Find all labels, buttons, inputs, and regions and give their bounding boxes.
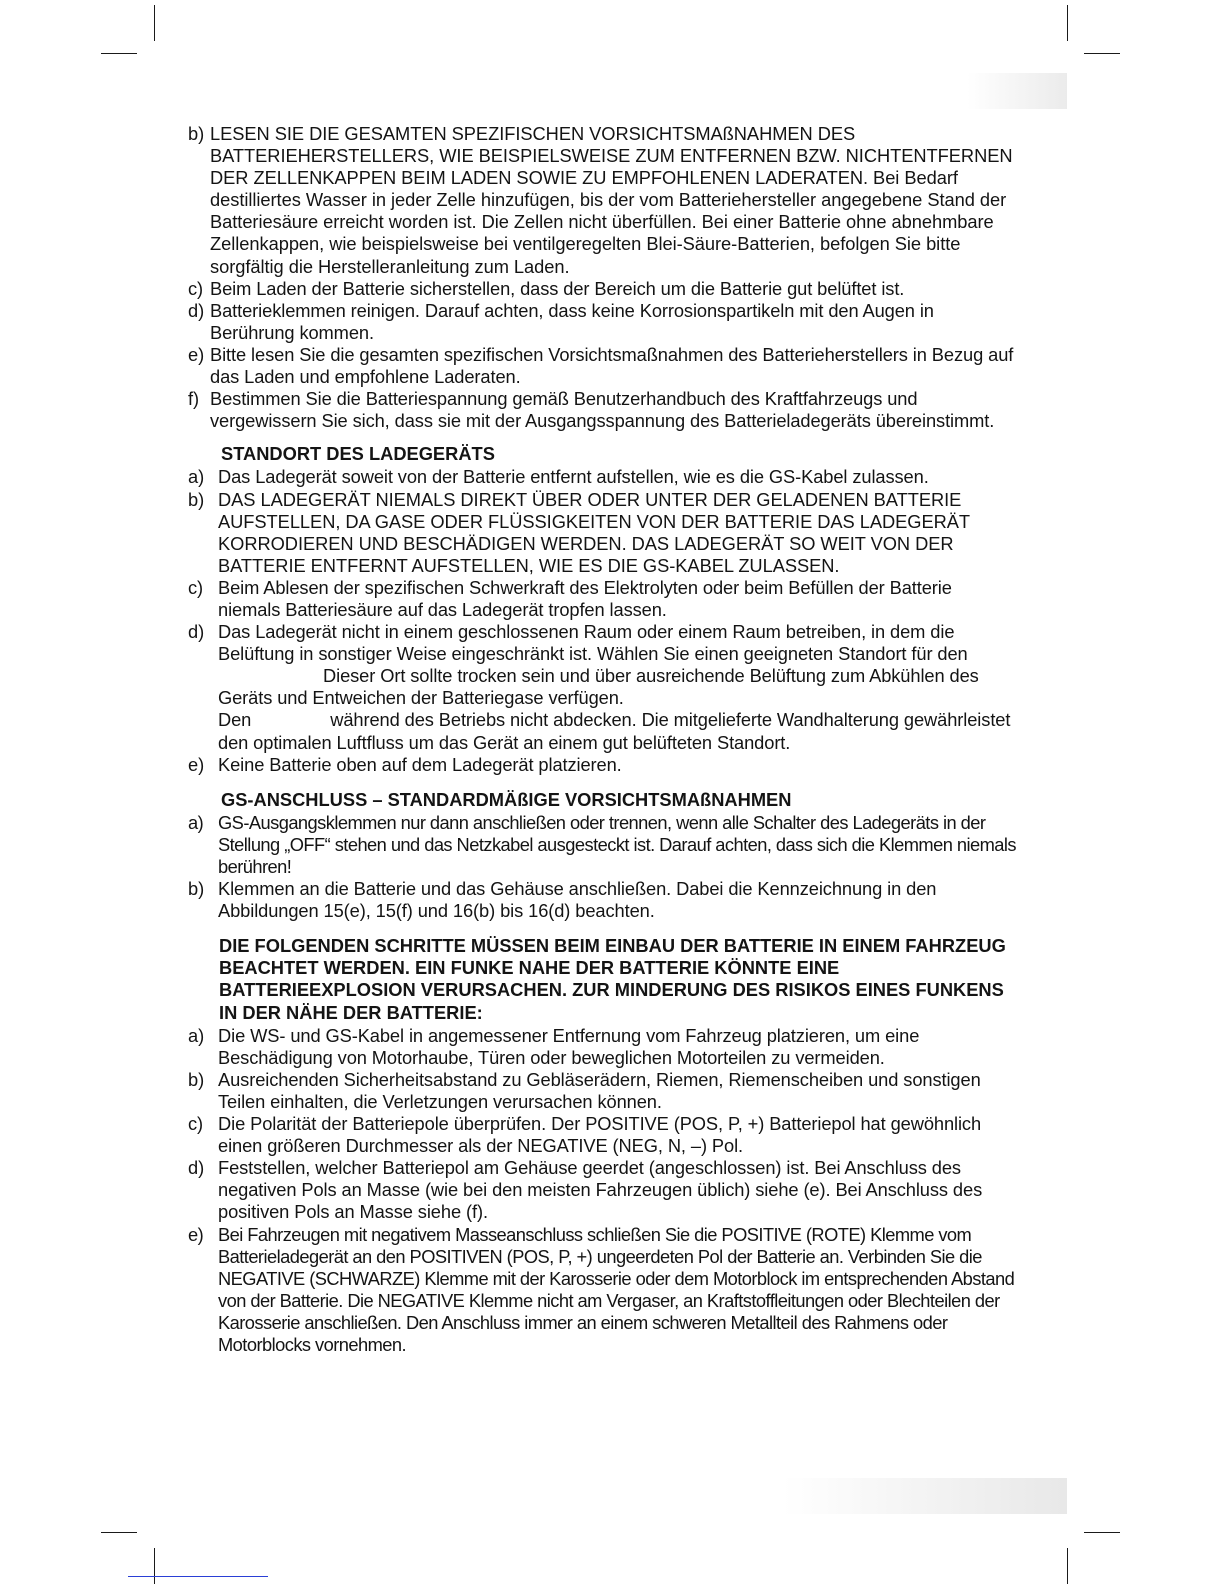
list-item [188,466,1018,488]
item-marker: f) [188,388,199,410]
item-marker: b) [188,878,205,900]
section-heading-standort: STANDORT DES LADEGERÄTS [221,443,495,465]
item-marker: b) [188,1068,205,1090]
section-heading-gs-anschluss: GS-ANSCHLUSS – STANDARDMÄßIGE VORSICHTSMAßNAHMEN [221,788,792,810]
item-marker: c) [188,576,204,598]
list-item [188,621,1018,754]
list-item [188,577,1018,621]
item-marker: e) [188,343,205,365]
item-text-part: Den [218,709,252,731]
item-text: Bitte lesen Sie die gesamten spezifischen Vorsichtsmaßnahmen des Batterieherstellers in Bezug auf das Laden und empfohlene Laderaten. [210,343,1014,388]
item-marker: d) [188,299,205,321]
item-marker: a) [188,466,205,488]
item-marker: a) [188,1024,205,1046]
list-item [188,1025,1018,1069]
item-text: DAS LADEGERÄT NIEMALS DIREKT ÜBER ODER UNTER DER GELADENEN BATTERIE AUFSTELLEN, DA GASE ODER FLÜSSIGKEITEN VON DER BATTERIE DAS LADEGERÄT KORRODIEREN UND BESCHÄDIGEN WERDEN. DAS LADEGERÄT SO WEIT VON DER BATTERIE ENTFERNT AUFSTELLEN, WIE ES DIE GS-KABEL ZULASSEN. [218,488,970,576]
list-item [188,1113,1018,1157]
item-text-part: Das Ladegerät nicht in einem geschlossenen Raum oder einem Raum betreiben, in dem die Belüftung in sonstiger Weise eingeschränkt ist. Wählen Sie einen geeigneten Standort für den [218,621,968,665]
section-heading-einbau: DIE FOLGENDEN SCHRITTE MÜSSEN BEIM EINBAU DER BATTERIE IN EINEM FAHRZEUG BEACHTET WERDEN. EIN FUNKE NAHE DER BATTERIE KÖNNTE EINE BATTERIEEXPLOSION VERURSACHEN. ZUR MINDERUNG DES RISIKOS EINES FUNKENS IN DER NÄHE DER BATTERIE: [219,935,1006,1023]
item-text: Die WS- und GS-Kabel in angemessener Entfernung vom Fahrzeug platzieren, um eine Beschädigung von Motorhaube, Türen oder beweglichen Motorteilen zu vermeiden. [218,1024,920,1068]
link-underline [128,1576,268,1577]
crop-mark [101,53,137,54]
list-item [188,278,1018,300]
crop-mark [101,1532,137,1533]
crop-mark [154,5,155,41]
item-text: Beim Ablesen der spezifischen Schwerkraft des Elektrolyten oder beim Befüllen der Batterie niemals Batteriesäure auf das Ladegerät tropfen lassen. [218,576,952,620]
list-item [188,1224,1018,1357]
crop-mark [154,1548,155,1584]
item-text: Feststellen, welcher Batteriepol am Gehäuse geerdet (angeschlossen) ist. Bei Anschluss des negativen Pols an Masse (wie bei den meisten Fahrzeugen üblich) siehe (e). Bei Anschluss des positiven Pols an Masse siehe (f). [218,1157,983,1223]
page-tab-shade [967,73,1067,109]
item-marker: e) [188,1223,204,1245]
item-text: Das Ladegerät soweit von der Batterie entfernt aufstellen, wie es die GS-Kabel zulassen. [218,466,929,488]
item-text: GS-Ausgangsklemmen nur dann anschließen oder trennen, wenn alle Schalter des Ladegeräts in der Stellung „OFF“ stehen und das Netzkabel ausgesteckt ist. Darauf achten, dass sich die Klemmen niemals berühren! [218,811,1016,877]
item-marker: d) [188,1157,205,1179]
item-marker: b) [188,488,205,510]
list-item [188,754,1018,776]
footer-tab-shade [783,1478,1067,1514]
document-body [188,123,1018,1356]
item-marker: e) [188,753,205,775]
list-item [188,878,1018,922]
list-item [188,1069,1018,1113]
list-item [188,344,1018,388]
crop-mark [1067,1548,1068,1584]
item-text: Batterieklemmen reinigen. Darauf achten, dass keine Korrosionspartikeln mit den Augen in Berührung kommen. [210,299,934,343]
list-item [188,812,1018,878]
item-text: LESEN SIE DIE GESAMTEN SPEZIFISCHEN VORSICHTSMAßNAHMEN DES BATTERIEHERSTELLERS, WIE BEISPIELSWEISE ZUM ENTFERNEN BZW. NICHTENTFERNEN DER ZELLENKAPPEN BEIM LADEN SOWIE ZU EMPFOHLENEN LADERATEN. Bei Bedarf destilliertes Wasser in jeder Zelle hinzufügen, bis der vom Batteriehersteller angegebene Stand der Batteriesäure erreicht worden ist. Die Zellen nicht überfüllen. Bei einer Batterie ohne abnehmbare Zellenkappen, wie beispielsweise bei ventilgeregelten Blei-Säure-Batterien, befolgen Sie bitte sorgfältig die Herstelleranleitung zum Laden. [210,123,1013,277]
item-text-part: während des Betriebs nicht abdecken. Die mitgelieferte Wandhalterung gewährleistet den optimalen Luftfluss um das Gerät an einem gut belüfteten Standort. [218,709,1011,753]
list-item [188,300,1018,344]
item-marker: d) [188,621,205,643]
item-text: Bestimmen Sie die Batteriespannung gemäß Benutzerhandbuch des Kraftfahrzeugs und vergewissern Sie sich, dass sie mit der Ausgangsspannung des Batterieladegeräts übereinstimmt. [210,388,995,432]
crop-mark [1084,53,1120,54]
item-marker: b) [188,123,205,144]
item-text: Ausreichenden Sicherheitsabstand zu Gebläserädern, Riemen, Riemenscheiben und sonstigen Teilen einhalten, die Verletzungen verursachen können. [218,1068,981,1112]
crop-mark [1067,5,1068,41]
item-text: Keine Batterie oben auf dem Ladegerät platzieren. [218,753,622,775]
list-item [188,388,1018,432]
item-marker: c) [188,1113,204,1135]
item-text: Bei Fahrzeugen mit negativem Masseanschluss schließen Sie die POSITIVE (ROTE) Klemme vom Batterieladegerät an den POSITIVEN (POS, P, +) ungeerdeten Pol der Batterie an. Verbinden Sie die NEGATIVE (SCHWARZE) Klemme mit der Karosserie oder dem Motorblock im entsprechenden Abstand von der Batterie. Die NEGATIVE Klemme nicht am Vergaser, an Kraftstoffleitungen oder Blechteilen der Karosserie anschließen. Den Anschluss immer an einem schweren Metallteil des Rahmens oder Motorblocks vornehmen. [218,1223,1015,1355]
item-marker: c) [188,277,204,299]
item-text: Die Polarität der Batteriepole überprüfen. Der POSITIVE (POS, P, +) Batteriepol hat gewöhnlich einen größeren Durchmesser als der NEGATIVE (NEG, N, –) Pol. [218,1113,982,1157]
item-text: Klemmen an die Batterie und das Gehäuse anschließen. Dabei die Kennzeichnung in den Abbildungen 15(e), 15(f) und 16(b) bis 16(d) beachten. [218,878,937,922]
list-item [188,489,1018,577]
crop-mark [1084,1532,1120,1533]
item-marker: a) [188,811,204,833]
item-text-part: Dieser Ort sollte trocken sein und über ausreichende Belüftung zum Abkühlen des Geräts und Entweichen der Batteriegase verfügen. [218,665,979,709]
item-text [218,621,1018,754]
list-item [188,1157,1018,1223]
item-text: Beim Laden der Batterie sicherstellen, dass der Bereich um die Batterie gut belüftet ist. [210,277,905,299]
list-item [188,123,1018,278]
